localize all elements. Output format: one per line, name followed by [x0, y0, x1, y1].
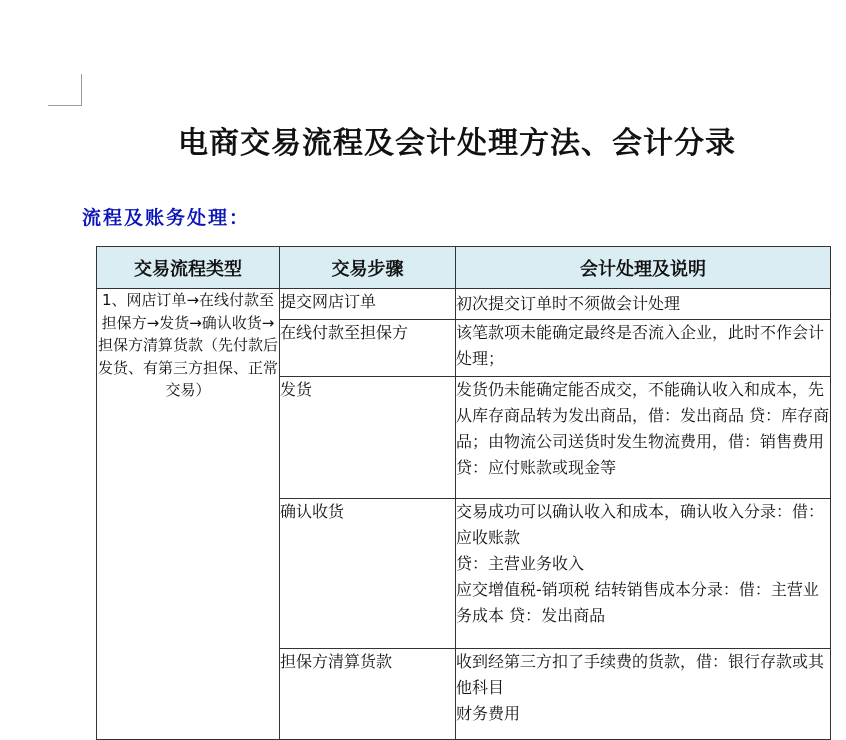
table-header-row	[97, 247, 831, 289]
step-cell: 确认收货	[280, 499, 456, 649]
header-step: 交易步骤	[280, 247, 456, 289]
note-cell: 交易成功可以确认收入和成本，确认收入分录：借：应收账款 贷：主营业务收入 应交增值税-销项税 结转销售成本分录：借：主营业务成本 贷：发出商品	[456, 499, 831, 649]
step-cell: 担保方清算货款	[280, 649, 456, 740]
note-cell: 该笔款项未能确定最终是否流入企业，此时不作会计处理；	[456, 320, 831, 377]
note-cell: 发货仍未能确定能否成交，不能确认收入和成本，先从库存商品转为发出商品，借：发出商品 贷：库存商品；由物流公司送货时发生物流费用，借：销售费用贷：应付账款或现金等	[456, 377, 831, 499]
step-cell: 在线付款至担保方	[280, 320, 456, 377]
note-cell: 收到经第三方扣了手续费的货款，借：银行存款或其他科目 财务费用	[456, 649, 831, 740]
step-cell: 发货	[280, 377, 456, 499]
note-cell: 初次提交订单时不须做会计处理	[456, 289, 831, 320]
header-flow-type: 交易流程类型	[97, 247, 280, 289]
page-corner-mark	[48, 74, 82, 106]
header-accounting: 会计处理及说明	[456, 247, 831, 289]
table-row	[97, 289, 831, 320]
accounting-flow-table	[96, 246, 831, 740]
document-title: 电商交易流程及会计处理方法、会计分录	[178, 126, 736, 161]
section-heading: 流程及账务处理：	[82, 207, 251, 229]
step-cell: 提交网店订单	[280, 289, 456, 320]
flow-type-cell: 1、网店订单→在线付款至担保方→发货→确认收货→担保方清算货款（先付款后发货、有第三方担保、正常交易）	[97, 289, 280, 740]
